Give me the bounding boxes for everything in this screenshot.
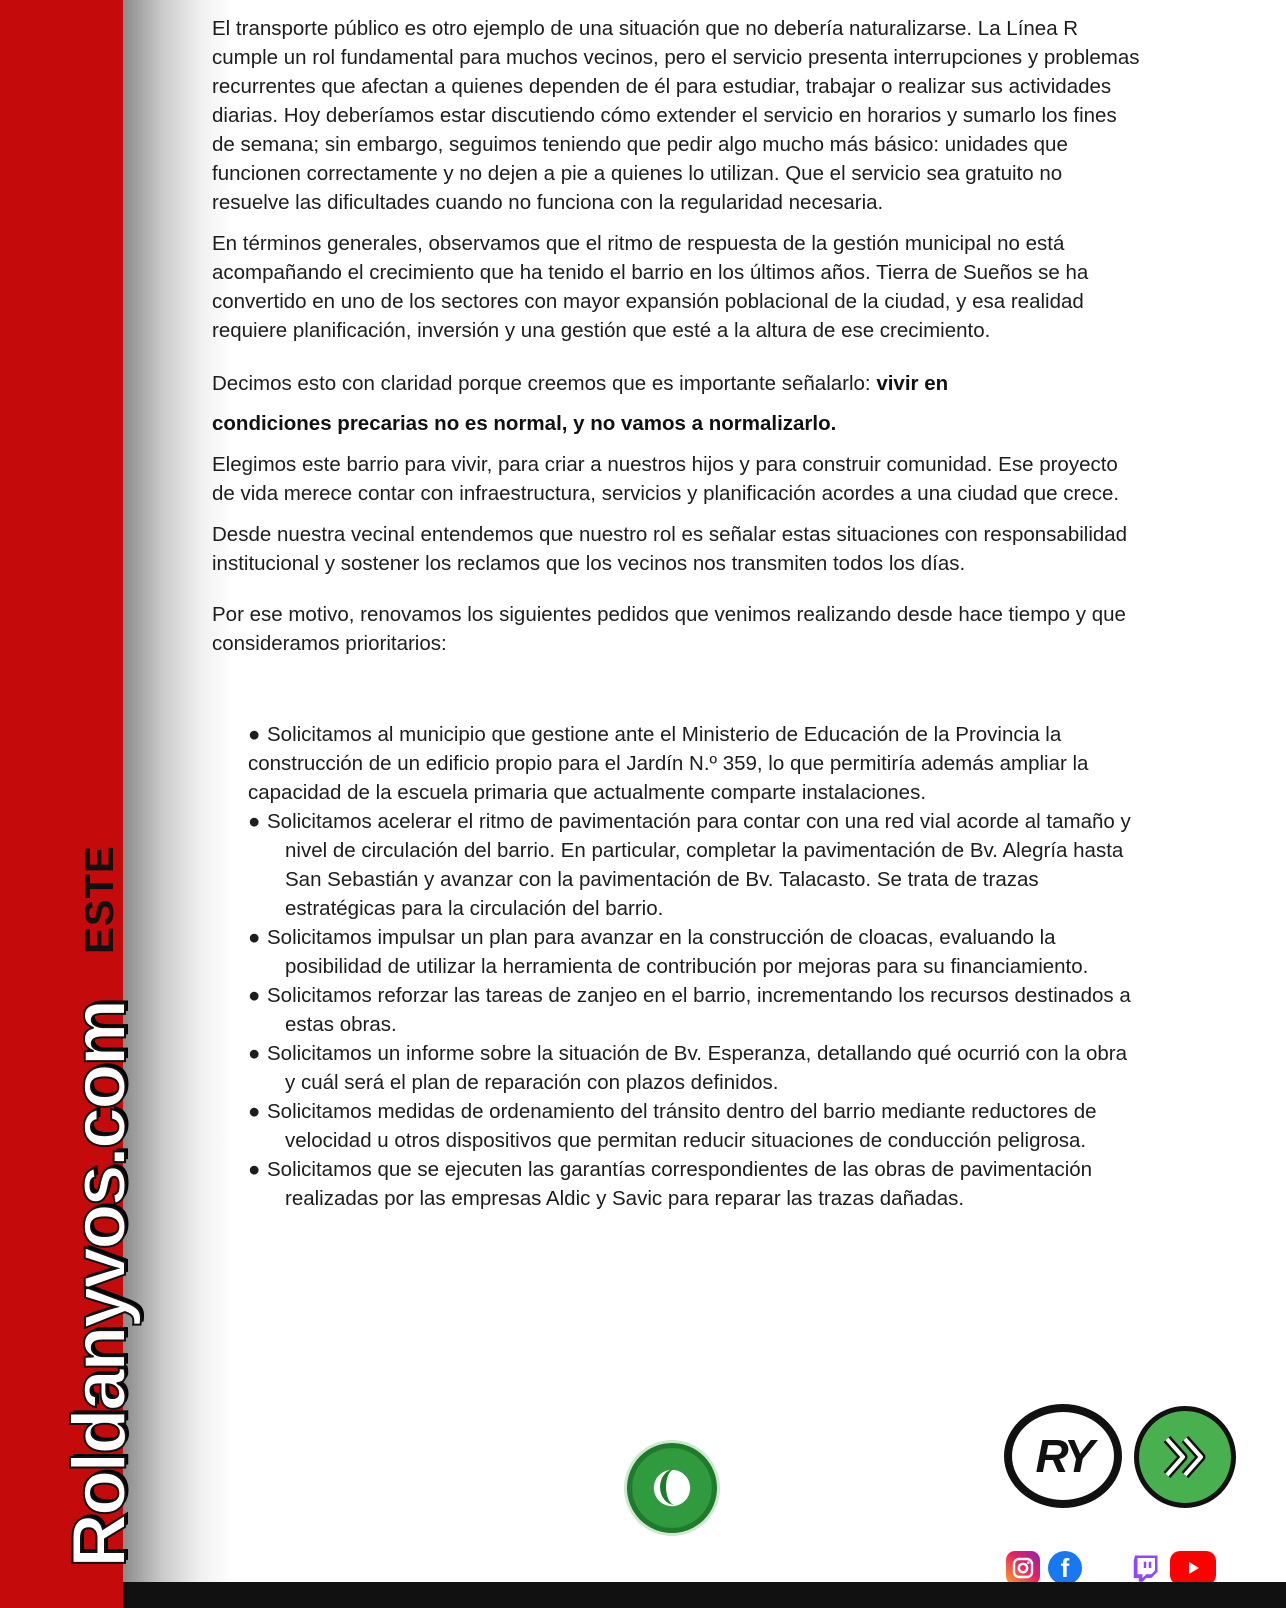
list-item bbox=[248, 1097, 1142, 1155]
emphasis-lead: Decimos esto con claridad porque creemos que es importante señalarlo: bbox=[212, 372, 871, 395]
emphasis-strong-2: condiciones precarias no es normal, y no vamos a normalizarlo. bbox=[212, 412, 837, 435]
list-item bbox=[248, 1155, 1142, 1213]
paragraph-role: Desde nuestra vecinal entendemos que nuestro rol es señalar estas situaciones con responsabilidad institucional y sostener los reclamos que los vecinos nos transmiten todos los días. bbox=[212, 523, 1128, 575]
paragraph-growth: En términos generales, observamos que el ritmo de respuesta de la gestión municipal no está acompañando el crecimiento que ha tenido el barrio en los últimos años. Tierra de Sueños se ha convertido en uno de los sectores con mayor expansión poblacional de la ciudad, y esa realidad requiere planificación, inversión y una gestión que esté a la altura de ese crecimiento. bbox=[212, 232, 1089, 342]
request-text: Solicitamos que se ejecuten las garantías correspondientes de las obras de pavimentación realizadas por las empresas Aldic y Savic para reparar las trazas dañadas. bbox=[267, 1158, 1093, 1210]
bullet-icon: ● bbox=[248, 1158, 261, 1181]
paragraph-requests-intro: Por ese motivo, renovamos los siguientes pedidos que venimos realizando desde hace tiempo y que consideramos prioritarios: bbox=[212, 603, 1126, 655]
double-chevron-right-icon bbox=[1157, 1429, 1213, 1485]
bullet-icon: ● bbox=[248, 1042, 261, 1065]
social-links bbox=[1006, 1550, 1216, 1586]
youtube-icon[interactable] bbox=[1170, 1551, 1216, 1585]
paragraph-transport: El transporte público es otro ejemplo de una situación que no debería naturalizarse. La Línea R cumple un rol fundamental para muchos vecinos, pero el servicio presenta interrupciones y problemas recurrentes que afectan a quienes dependen de él para estudiar, trabajar o realizar sus actividades diarias. Hoy deberíamos estar discutiendo cómo extender el servicio en horarios y sumarlo los fines de semana; sin embargo, seguimos teniendo que pedir algo mucho más básico: unidades que funcionen correctamente y no dejen a pie a quienes lo utilizan. Que el servicio sea gratuito no resuelve las dificultades cuando no funciona con la regularidad necesaria. bbox=[212, 17, 1140, 214]
youtube-glyph bbox=[1183, 1558, 1203, 1578]
facebook-icon[interactable]: f bbox=[1048, 1551, 1082, 1585]
requests-list bbox=[212, 720, 1142, 1213]
list-item bbox=[248, 923, 1142, 981]
request-text: Solicitamos impulsar un plan para avanzar en la construcción de cloacas, evaluando la posibilidad de utilizar la herramienta de contribución por mejoras para su financiamiento. bbox=[267, 926, 1089, 978]
list-item bbox=[248, 981, 1142, 1039]
brand-region: ESTE bbox=[77, 845, 122, 954]
ry-logo: RY bbox=[1004, 1404, 1122, 1508]
request-text: Solicitamos medidas de ordenamiento del tránsito dentro del barrio mediante reductores de velocidad u otros dispositivos que permitan reducir situaciones de conducción peligrosa. bbox=[267, 1100, 1097, 1152]
emphasis-strong-1: vivir en bbox=[876, 372, 949, 395]
bullet-icon: ● bbox=[248, 926, 261, 949]
brand-watermark bbox=[57, 845, 142, 1568]
paragraph-community: Elegimos este barrio para vivir, para criar a nuestros hijos y para construir comunidad. Ese proyecto de vida merece contar con infraestructura, servicios y planificación acordes a una ciudad que crece. bbox=[212, 453, 1120, 505]
request-text: Solicitamos acelerar el ritmo de pavimentación para contar con una red vial acorde al tamaño y nivel de circulación del barrio. En particular, completar la pavimentación de Bv. Alegría hasta San Sebastián y avanzar con la pavimentación de Bv. Talacasto. Se trata de trazas estratégicas para la circulación del barrio. bbox=[267, 810, 1131, 920]
twitch-glyph bbox=[1130, 1553, 1160, 1583]
request-text: Solicitamos un informe sobre la situación de Bv. Esperanza, detallando qué ocurrió con la obra y cuál será el plan de reparación con plazos definidos. bbox=[267, 1042, 1127, 1094]
next-button[interactable] bbox=[1134, 1406, 1236, 1508]
brand-name: Roldanyvos.com bbox=[57, 1001, 142, 1568]
request-text: Solicitamos al municipio que gestione ante el Ministerio de Educación de la Provincia la construcción de un edificio propio para el Jardín N.º 359, lo que permitiría además ampliar la capacidad de la escuela primaria que actualmente comparte instalaciones. bbox=[248, 723, 1089, 804]
request-text: Solicitamos reforzar las tareas de zanjeo en el barrio, incrementando los recursos destinados a estas obras. bbox=[267, 984, 1131, 1036]
paragraph-emphasis bbox=[212, 369, 1142, 438]
bullet-icon: ● bbox=[248, 723, 261, 746]
twitch-icon[interactable] bbox=[1128, 1551, 1162, 1585]
bullet-icon: ● bbox=[248, 984, 261, 1007]
list-item bbox=[248, 720, 1142, 807]
bullet-icon: ● bbox=[248, 1100, 261, 1123]
document-body bbox=[212, 14, 1142, 1213]
bottom-bar bbox=[123, 1582, 1286, 1608]
list-item bbox=[248, 1039, 1142, 1097]
bullet-icon: ● bbox=[248, 810, 261, 833]
list-item bbox=[248, 807, 1142, 923]
instagram-glyph bbox=[1011, 1556, 1035, 1580]
palm-seal-icon bbox=[660, 1469, 690, 1505]
instagram-icon[interactable] bbox=[1006, 1551, 1040, 1585]
vecinal-seal-logo bbox=[624, 1440, 720, 1536]
